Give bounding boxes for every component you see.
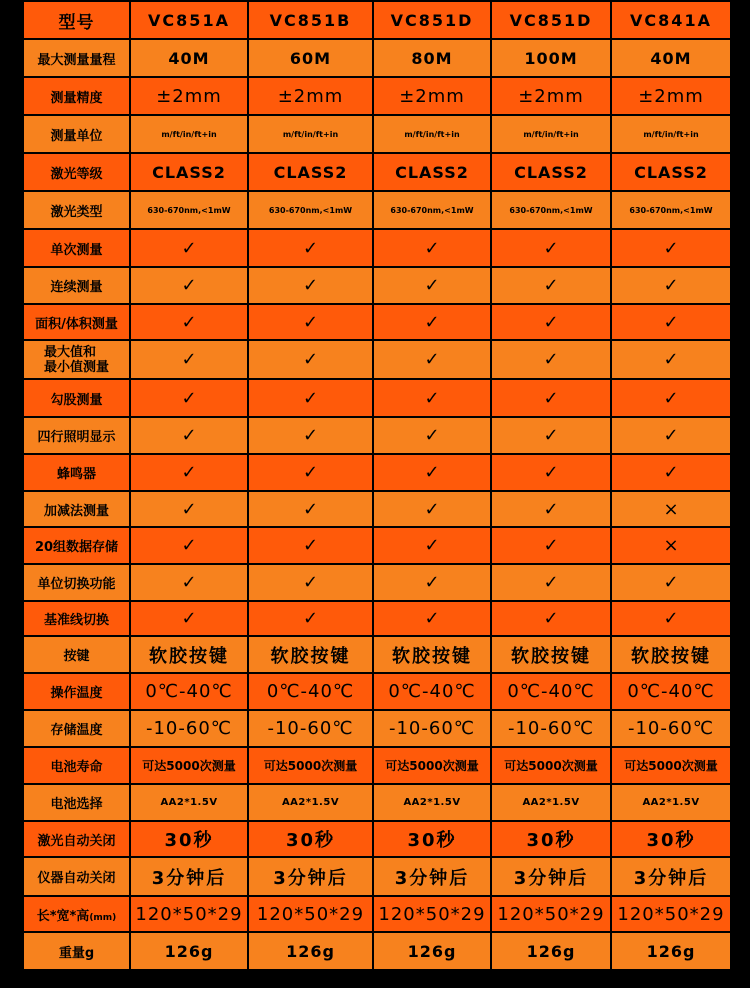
spec-row: [23, 340, 731, 379]
check-mark-icon: ✓: [373, 601, 491, 636]
spec-value: 630-670nm,<1mW: [611, 191, 731, 229]
spec-value: 3分钟后: [611, 857, 731, 896]
spec-value: m/ft/in/ft+in: [611, 115, 731, 153]
spec-value: 30秒: [491, 821, 611, 857]
spec-label: 测量精度: [23, 77, 130, 115]
spec-value: AA2*1.5V: [130, 784, 248, 821]
spec-label: 电池选择: [23, 784, 130, 821]
spec-value: 可达5000次测量: [248, 747, 373, 784]
spec-value: -10-60℃: [611, 710, 731, 747]
check-mark-icon: ✓: [130, 564, 248, 601]
spec-value: 可达5000次测量: [611, 747, 731, 784]
spec-label: 蜂鸣器: [23, 454, 130, 491]
spec-value: 100M: [491, 39, 611, 77]
spec-value: 3分钟后: [491, 857, 611, 896]
spec-value: 126g: [130, 932, 248, 970]
spec-row: [23, 710, 731, 747]
spec-value: CLASS2: [611, 153, 731, 191]
spec-label: 重量g: [23, 932, 130, 970]
check-mark-icon: ✓: [491, 229, 611, 267]
spec-row: [23, 267, 731, 304]
spec-value: CLASS2: [491, 153, 611, 191]
check-mark-icon: ✓: [373, 304, 491, 340]
spec-label: 测量单位: [23, 115, 130, 153]
check-mark-icon: ✓: [491, 491, 611, 527]
spec-label: 最大测量量程: [23, 39, 130, 77]
check-mark-icon: ✓: [611, 601, 731, 636]
spec-label: 激光自动关闭: [23, 821, 130, 857]
spec-value: 30秒: [373, 821, 491, 857]
spec-label: 面积/体积测量: [23, 304, 130, 340]
spec-value: ±2mm: [491, 77, 611, 115]
spec-value: 630-670nm,<1mW: [491, 191, 611, 229]
spec-label: 存储温度: [23, 710, 130, 747]
check-mark-icon: ✓: [491, 527, 611, 564]
spec-row: [23, 115, 731, 153]
spec-value: CLASS2: [130, 153, 248, 191]
check-mark-icon: ✓: [248, 491, 373, 527]
spec-row: [23, 304, 731, 340]
spec-value: 0℃-40℃: [491, 673, 611, 710]
spec-label: 20组数据存储: [23, 527, 130, 564]
spec-value: 软胶按键: [248, 636, 373, 673]
check-mark-icon: ✓: [611, 304, 731, 340]
model-name-0: VC851A: [130, 1, 248, 39]
spec-value: ±2mm: [611, 77, 731, 115]
check-mark-icon: ✓: [248, 454, 373, 491]
check-mark-icon: ✓: [491, 564, 611, 601]
check-mark-icon: ✓: [373, 267, 491, 304]
spec-label: 激光类型: [23, 191, 130, 229]
spec-value: AA2*1.5V: [491, 784, 611, 821]
spec-row: [23, 417, 731, 454]
spec-value: 0℃-40℃: [248, 673, 373, 710]
check-mark-icon: ✓: [611, 564, 731, 601]
spec-label: 按键: [23, 636, 130, 673]
spec-row: [23, 601, 731, 636]
check-mark-icon: ✓: [373, 491, 491, 527]
spec-comparison-table: [22, 0, 732, 971]
spec-row: [23, 932, 731, 970]
spec-value: 软胶按键: [491, 636, 611, 673]
spec-value: 30秒: [130, 821, 248, 857]
spec-value: 软胶按键: [611, 636, 731, 673]
spec-value: 3分钟后: [373, 857, 491, 896]
check-mark-icon: ✓: [248, 267, 373, 304]
cross-mark-icon: ×: [611, 491, 731, 527]
spec-value: 126g: [373, 932, 491, 970]
spec-value: 软胶按键: [373, 636, 491, 673]
spec-row: [23, 379, 731, 417]
check-mark-icon: ✓: [611, 340, 731, 379]
spec-value: m/ft/in/ft+in: [373, 115, 491, 153]
spec-value: 630-670nm,<1mW: [248, 191, 373, 229]
check-mark-icon: ✓: [611, 267, 731, 304]
spec-value: 0℃-40℃: [130, 673, 248, 710]
spec-value: AA2*1.5V: [611, 784, 731, 821]
check-mark-icon: ✓: [373, 417, 491, 454]
spec-label: 四行照明显示: [23, 417, 130, 454]
check-mark-icon: ✓: [130, 491, 248, 527]
spec-label: [23, 340, 130, 379]
spec-label: 加减法测量: [23, 491, 130, 527]
spec-value: ±2mm: [373, 77, 491, 115]
spec-row: [23, 821, 731, 857]
spec-row: [23, 564, 731, 601]
spec-value: 126g: [248, 932, 373, 970]
spec-label-line-1: 最大值和: [43, 344, 96, 360]
spec-row: [23, 191, 731, 229]
check-mark-icon: ✓: [248, 340, 373, 379]
model-name-2: VC851D: [373, 1, 491, 39]
spec-label: 激光等级: [23, 153, 130, 191]
spec-value: -10-60℃: [373, 710, 491, 747]
check-mark-icon: ✓: [373, 564, 491, 601]
spec-value: 126g: [611, 932, 731, 970]
spec-label: 基准线切换: [23, 601, 130, 636]
check-mark-icon: ✓: [373, 527, 491, 564]
check-mark-icon: ✓: [130, 601, 248, 636]
check-mark-icon: ✓: [611, 417, 731, 454]
cross-mark-icon: ×: [611, 527, 731, 564]
check-mark-icon: ✓: [130, 454, 248, 491]
spec-row: [23, 454, 731, 491]
spec-label: [23, 896, 130, 932]
spec-value: 0℃-40℃: [611, 673, 731, 710]
spec-value: 60M: [248, 39, 373, 77]
check-mark-icon: ✓: [373, 340, 491, 379]
spec-value: ±2mm: [248, 77, 373, 115]
spec-value: 126g: [491, 932, 611, 970]
spec-label: 电池寿命: [23, 747, 130, 784]
model-name-1: VC851B: [248, 1, 373, 39]
spec-value: m/ft/in/ft+in: [248, 115, 373, 153]
spec-value: -10-60℃: [491, 710, 611, 747]
spec-label: 连续测量: [23, 267, 130, 304]
check-mark-icon: ✓: [491, 304, 611, 340]
check-mark-icon: ✓: [611, 454, 731, 491]
spec-value: 30秒: [611, 821, 731, 857]
check-mark-icon: ✓: [130, 379, 248, 417]
check-mark-icon: ✓: [611, 229, 731, 267]
spec-label-unit: (mm): [89, 912, 117, 923]
check-mark-icon: ✓: [491, 417, 611, 454]
check-mark-icon: ✓: [248, 304, 373, 340]
check-mark-icon: ✓: [130, 229, 248, 267]
spec-value: 40M: [130, 39, 248, 77]
check-mark-icon: ✓: [611, 379, 731, 417]
spec-label: 单次测量: [23, 229, 130, 267]
check-mark-icon: ✓: [248, 601, 373, 636]
spec-value: AA2*1.5V: [248, 784, 373, 821]
spec-value: 120*50*29: [130, 896, 248, 932]
spec-value: 40M: [611, 39, 731, 77]
check-mark-icon: ✓: [130, 304, 248, 340]
check-mark-icon: ✓: [491, 379, 611, 417]
check-mark-icon: ✓: [130, 417, 248, 454]
spec-value: ±2mm: [130, 77, 248, 115]
spec-row: [23, 39, 731, 77]
check-mark-icon: ✓: [130, 527, 248, 564]
spec-value: CLASS2: [248, 153, 373, 191]
spec-label: 仪器自动关闭: [23, 857, 130, 896]
spec-label-two-line: [44, 345, 109, 375]
spec-row: [23, 896, 731, 932]
check-mark-icon: ✓: [373, 454, 491, 491]
spec-value: 可达5000次测量: [130, 747, 248, 784]
spec-row: [23, 857, 731, 896]
check-mark-icon: ✓: [491, 601, 611, 636]
spec-label: 操作温度: [23, 673, 130, 710]
spec-value: 630-670nm,<1mW: [373, 191, 491, 229]
spec-value: AA2*1.5V: [373, 784, 491, 821]
header-row: [23, 1, 731, 39]
spec-value: 80M: [373, 39, 491, 77]
spec-value: 3分钟后: [130, 857, 248, 896]
model-name-3: VC851D: [491, 1, 611, 39]
check-mark-icon: ✓: [491, 454, 611, 491]
spec-row: [23, 784, 731, 821]
check-mark-icon: ✓: [248, 379, 373, 417]
model-name-4: VC841A: [611, 1, 731, 39]
spec-value: 软胶按键: [130, 636, 248, 673]
spec-value: m/ft/in/ft+in: [491, 115, 611, 153]
check-mark-icon: ✓: [248, 527, 373, 564]
spec-label: 单位切换功能: [23, 564, 130, 601]
spec-row: [23, 491, 731, 527]
spec-value: 可达5000次测量: [491, 747, 611, 784]
spec-value: 3分钟后: [248, 857, 373, 896]
spec-row: [23, 527, 731, 564]
spec-row: [23, 77, 731, 115]
spec-value: 可达5000次测量: [373, 747, 491, 784]
spec-row: [23, 673, 731, 710]
check-mark-icon: ✓: [373, 229, 491, 267]
check-mark-icon: ✓: [130, 267, 248, 304]
spec-value: m/ft/in/ft+in: [130, 115, 248, 153]
check-mark-icon: ✓: [248, 564, 373, 601]
spec-row: [23, 747, 731, 784]
model-header-label: 型号: [23, 1, 130, 39]
spec-row: [23, 153, 731, 191]
spec-label-text: 长*宽*高: [36, 908, 90, 924]
spec-value: 630-670nm,<1mW: [130, 191, 248, 229]
spec-label-line-2: 最小值测量: [43, 359, 109, 375]
check-mark-icon: ✓: [248, 229, 373, 267]
spec-row: [23, 229, 731, 267]
check-mark-icon: ✓: [373, 379, 491, 417]
check-mark-icon: ✓: [491, 267, 611, 304]
spec-value: 120*50*29: [491, 896, 611, 932]
spec-value: -10-60℃: [130, 710, 248, 747]
spec-value: CLASS2: [373, 153, 491, 191]
check-mark-icon: ✓: [491, 340, 611, 379]
check-mark-icon: ✓: [248, 417, 373, 454]
spec-label: 勾股测量: [23, 379, 130, 417]
check-mark-icon: ✓: [130, 340, 248, 379]
spec-value: 120*50*29: [611, 896, 731, 932]
spec-value: 120*50*29: [373, 896, 491, 932]
spec-row: [23, 636, 731, 673]
spec-value: 120*50*29: [248, 896, 373, 932]
spec-value: -10-60℃: [248, 710, 373, 747]
spec-value: 0℃-40℃: [373, 673, 491, 710]
spec-value: 30秒: [248, 821, 373, 857]
